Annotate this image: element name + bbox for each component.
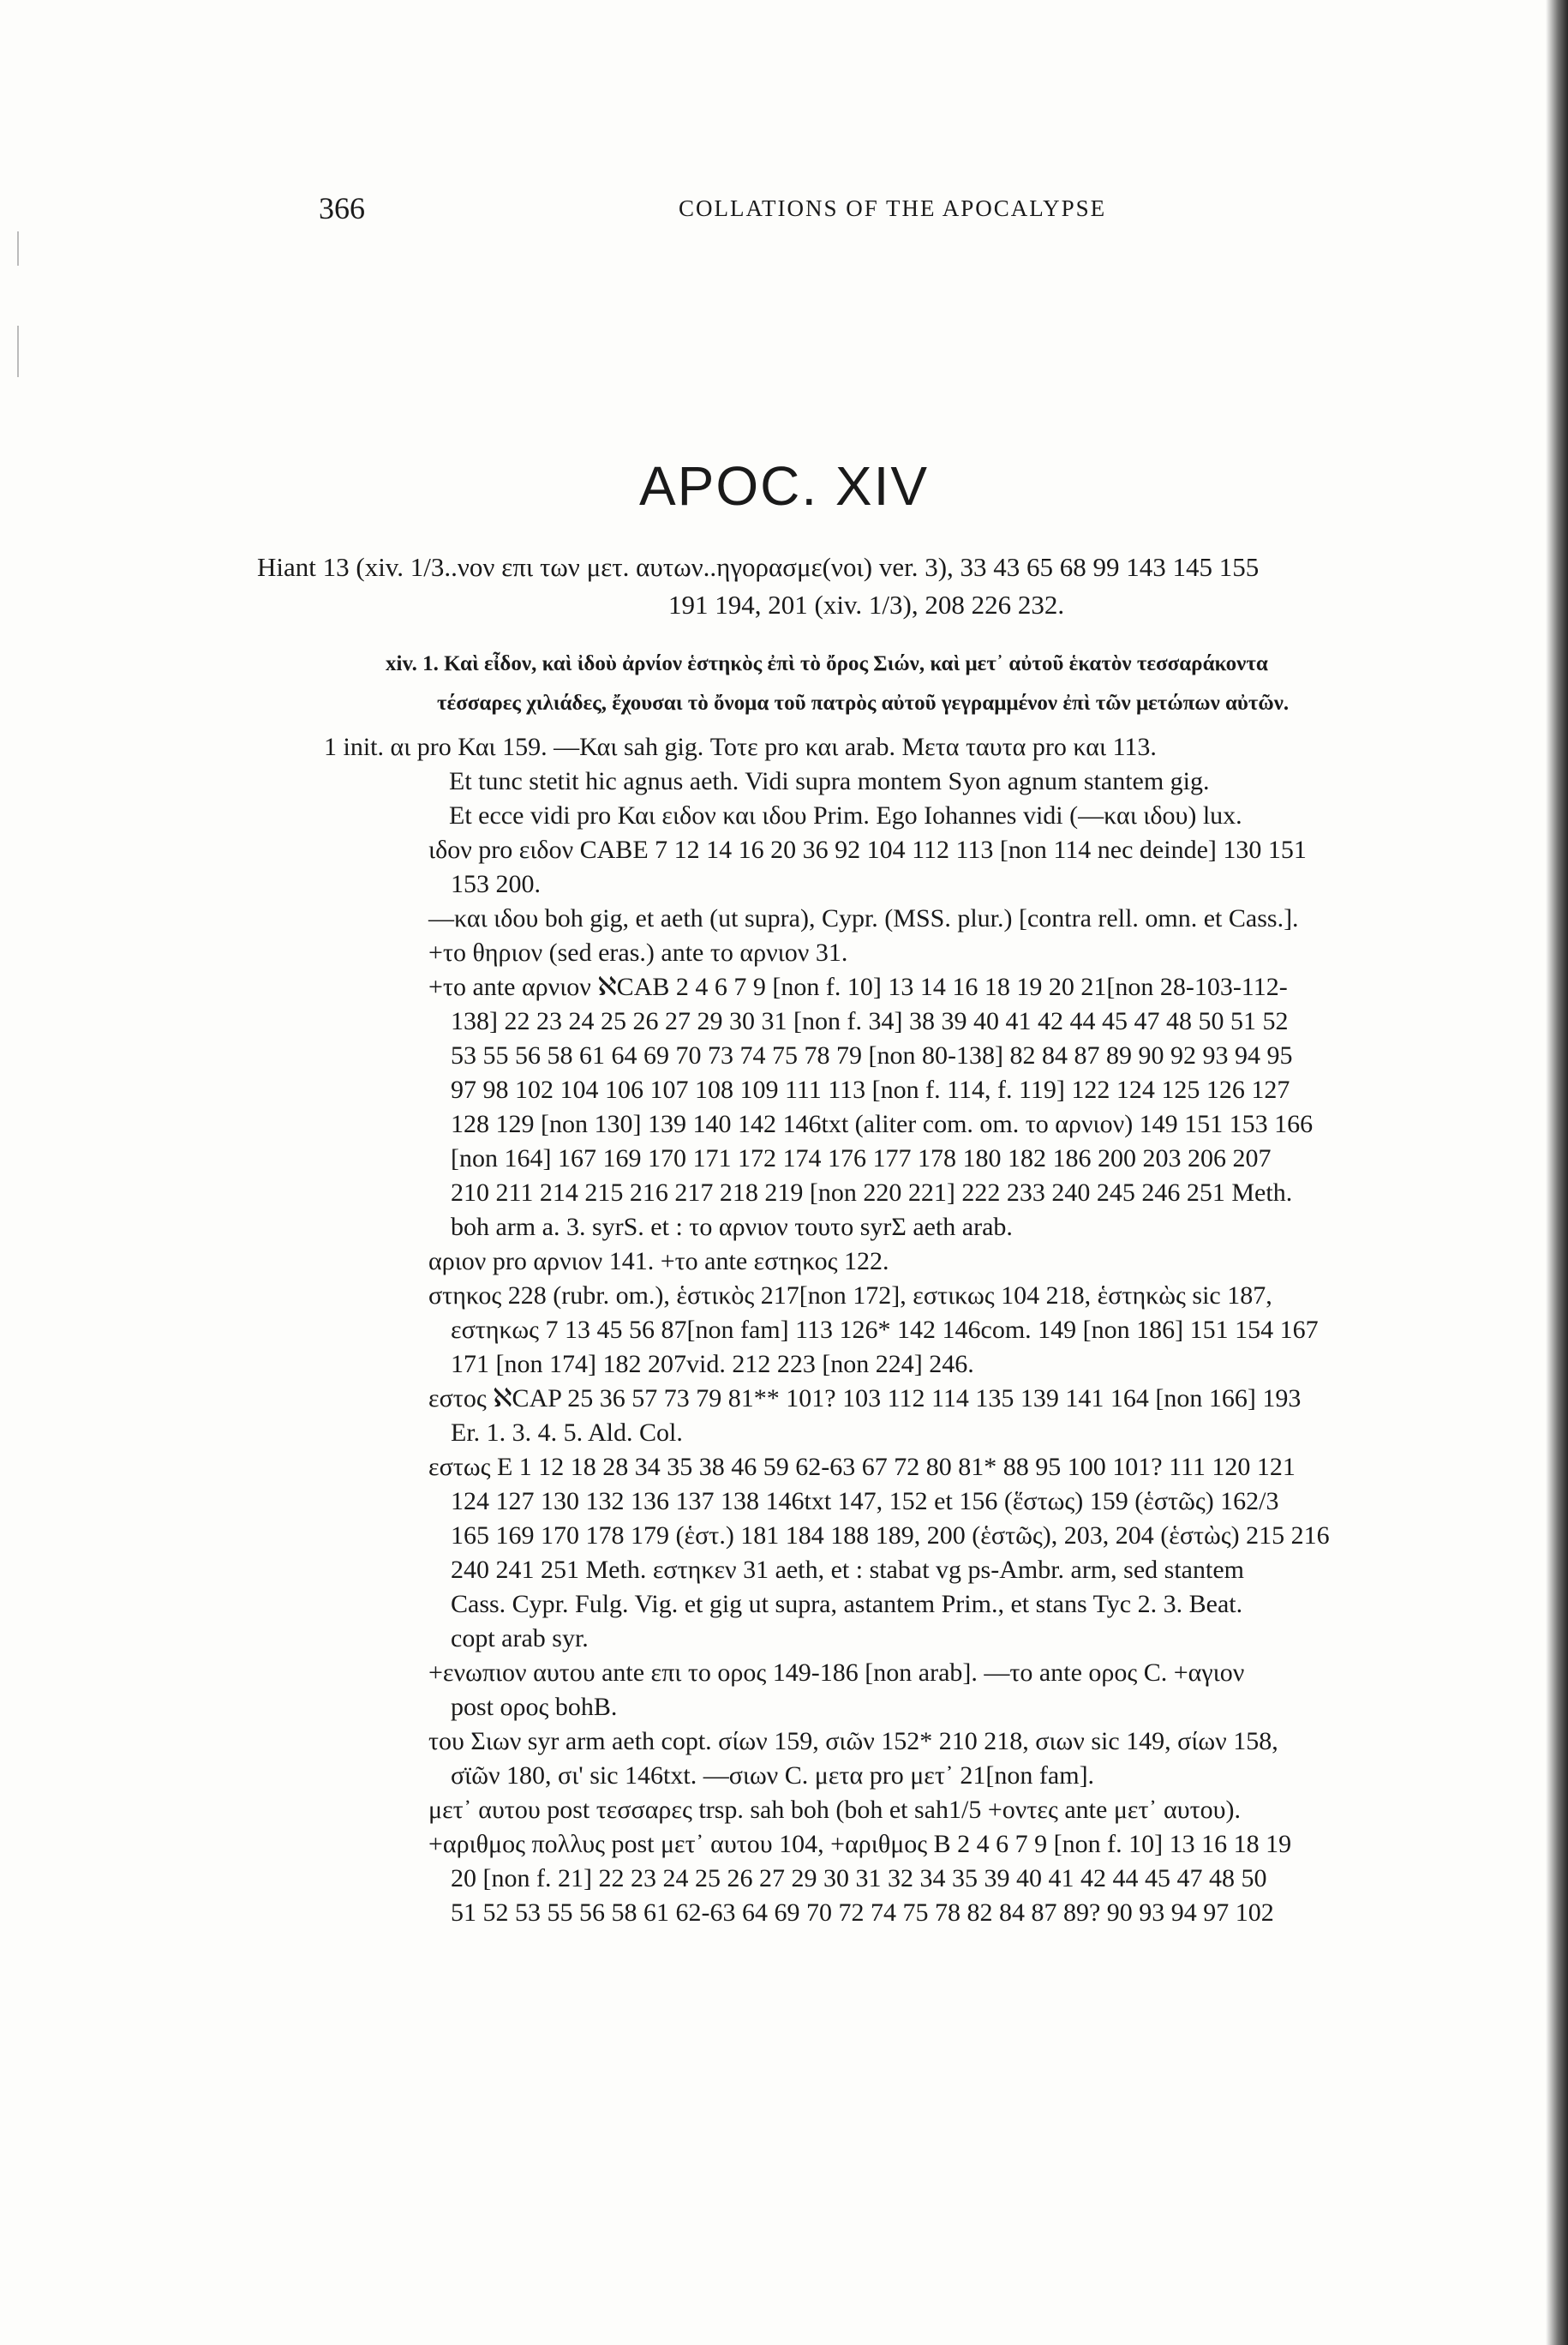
apparatus-line: [non 164] 167 169 170 171 172 174 176 177 178 180 182 186 200 203 206 207 [451,1144,1272,1172]
apparatus-line: 165 169 170 178 179 (ἑστ.) 181 184 188 189, 200 (ἑστῶς), 203, 204 (ἑστὼς) 215 216 [451,1521,1330,1550]
hiant-line: 191 194, 201 (xiv. 1/3), 208 226 232. [668,590,1065,620]
apparatus-line: copt arab syr. [451,1624,589,1652]
apparatus-line: +ενωπιον αυτου ante επι το ορος 149-186 [non arab]. —το ante ορος C. +αγιον [428,1658,1245,1687]
running-title: COLLATIONS OF THE APOCALYPSE [679,195,1107,221]
apparatus-line: 97 98 102 104 106 107 108 109 111 113 [non f. 114, f. 119] 122 124 125 126 127 [451,1076,1290,1104]
apparatus-line: 53 55 56 58 61 64 69 70 73 74 75 78 79 [non 80-138] 82 84 87 89 90 92 93 94 95 [451,1041,1293,1070]
apparatus-line: Cass. Cypr. Fulg. Vig. et gig ut supra, astantem Prim., et stans Tyc 2. 3. Beat. [451,1590,1243,1618]
verse-text [386,645,1499,723]
hiant-note [257,549,1482,624]
verse-line: τέσσαρες χιλιάδες, ἔχουσαι τὸ ὄνομα τοῦ πατρὸς αὐτοῦ γεγραμμένον ἐπὶ τῶν μετώπων αὐτῶν. [437,692,1290,715]
page-number: 366 [319,191,365,225]
apparatus-line: 240 241 251 Meth. εστηκεν 31 aeth, et : stabat vg ps-Ambr. arm, sed stantem [451,1556,1244,1584]
verse-line: xiv. 1. Καὶ εἶδον, καὶ ἰδοὺ ἀρνίον ἑστηκὸς ἐπὶ τὸ ὄρος Σιών, καὶ μετ᾽ αὐτοῦ ἑκατὸν τεσσαράκοντα [386,652,1268,675]
apparatus-line: boh arm a. 3. syrS. et : το αρνιον τουτο syrΣ aeth arab. [451,1213,1013,1241]
margin-mark [17,231,19,266]
apparatus-line: ιδον pro ειδον CABE 7 12 14 16 20 36 92 104 112 113 [non 114 nec deinde] 130 151 [428,836,1307,864]
apparatus-line: 124 127 130 132 136 137 138 146txt 147, 152 et 156 (ἕστως) 159 (ἑστῶς) 162/3 [451,1487,1279,1515]
apparatus-line: 210 211 214 215 216 217 218 219 [non 220 221] 222 233 240 245 246 251 Meth. [451,1178,1293,1207]
apparatus-line: 20 [non f. 21] 22 23 24 25 26 27 29 30 31 32 34 35 39 40 41 42 44 45 47 48 50 [451,1864,1267,1892]
apparatus-line: μετ᾽ αυτου post τεσσαρες trsp. sah boh (boh et sah1/5 +οντες ante μετ᾽ αυτου). [428,1796,1242,1824]
running-head [319,190,1518,233]
apparatus-line: 171 [non 174] 182 207vid. 212 223 [non 224] 246. [451,1350,974,1378]
apparatus-line: του Σιων syr arm aeth copt. σίων 159, σιῶν 152* 210 218, σιων sic 149, σίων 158, [428,1727,1278,1755]
apparatus-line: Et ecce vidi pro Και ειδον και ιδου Prim. Ego Iohannes vidi (—και ιδου) lux. [449,801,1242,830]
apparatus-line: +αριθμος πολλυς post μετ᾽ αυτου 104, +αριθμος B 2 4 6 7 9 [non f. 10] 13 16 18 19 [428,1830,1292,1858]
apparatus-line: εστηκως 7 13 45 56 87[non fam] 113 126* 142 146com. 149 [non 186] 151 154 167 [451,1316,1319,1344]
apparatus-line: 138] 22 23 24 25 26 27 29 30 31 [non f. 34] 38 39 40 41 42 44 45 47 48 50 51 52 [451,1007,1289,1035]
apparatus-line: σϊῶν 180, σι' sic 146txt. —σιων C. μετα pro μετ᾽ 21[non fam]. [451,1761,1095,1790]
apparatus-line: +το θηριον (sed eras.) ante το αρνιον 31. [428,939,848,967]
apparatus-line: +το ante αρνιον ℵCAB 2 4 6 7 9 [non f. 10] 13 14 16 18 19 20 21[non 28-103-112- [428,973,1288,1001]
apparatus-line: στηκος 228 (rubr. om.), ἑστικὸς 217[non 172], εστικως 104 218, ἑστηκὼς sic 187, [428,1281,1272,1310]
apparatus-line: Et tunc stetit hic agnus aeth. Vidi supra montem Syon agnum stantem gig. [449,767,1210,795]
apparatus-line: εστως E 1 12 18 28 34 35 38 46 59 62-63 67 72 80 81* 88 95 100 101? 111 120 121 [428,1453,1296,1481]
apparatus-line: 51 52 53 55 56 58 61 62-63 64 69 70 72 74 75 78 82 84 87 89? 90 93 94 97 102 [451,1898,1274,1927]
collation-apparatus [324,730,1523,1930]
apparatus-line: 1 init. αι pro Και 159. —Και sah gig. Τοτε pro και arab. Μετα ταυτα pro και 113. [324,733,1157,761]
margin-mark [17,326,19,377]
apparatus-line: αριον pro αρνιον 141. +το ante εστηκος 122. [428,1247,889,1275]
apparatus-line: post ορος bohB. [451,1693,618,1721]
apparatus-line: εστος ℵCAP 25 36 57 73 79 81** 101? 103 112 114 135 139 141 164 [non 166] 193 [428,1384,1302,1412]
apparatus-line: 153 200. [451,870,541,898]
chapter-title: APOC. XIV [638,455,930,517]
hiant-line: Hiant 13 (xiv. 1/3..νον επι των μετ. αυτων..ηγορασμε(νοι) ver. 3), 33 43 65 68 99 143 145 155 [257,552,1260,582]
binding-shadow [1546,0,1568,2345]
apparatus-line: Er. 1. 3. 4. 5. Ald. Col. [451,1418,683,1447]
apparatus-line: 128 129 [non 130] 139 140 142 146txt (aliter com. om. το αρνιον) 149 151 153 166 [451,1110,1314,1138]
apparatus-line: —και ιδου boh gig, et aeth (ut supra), Cypr. (MSS. plur.) [contra rell. omn. et Cass.]. [428,904,1299,933]
